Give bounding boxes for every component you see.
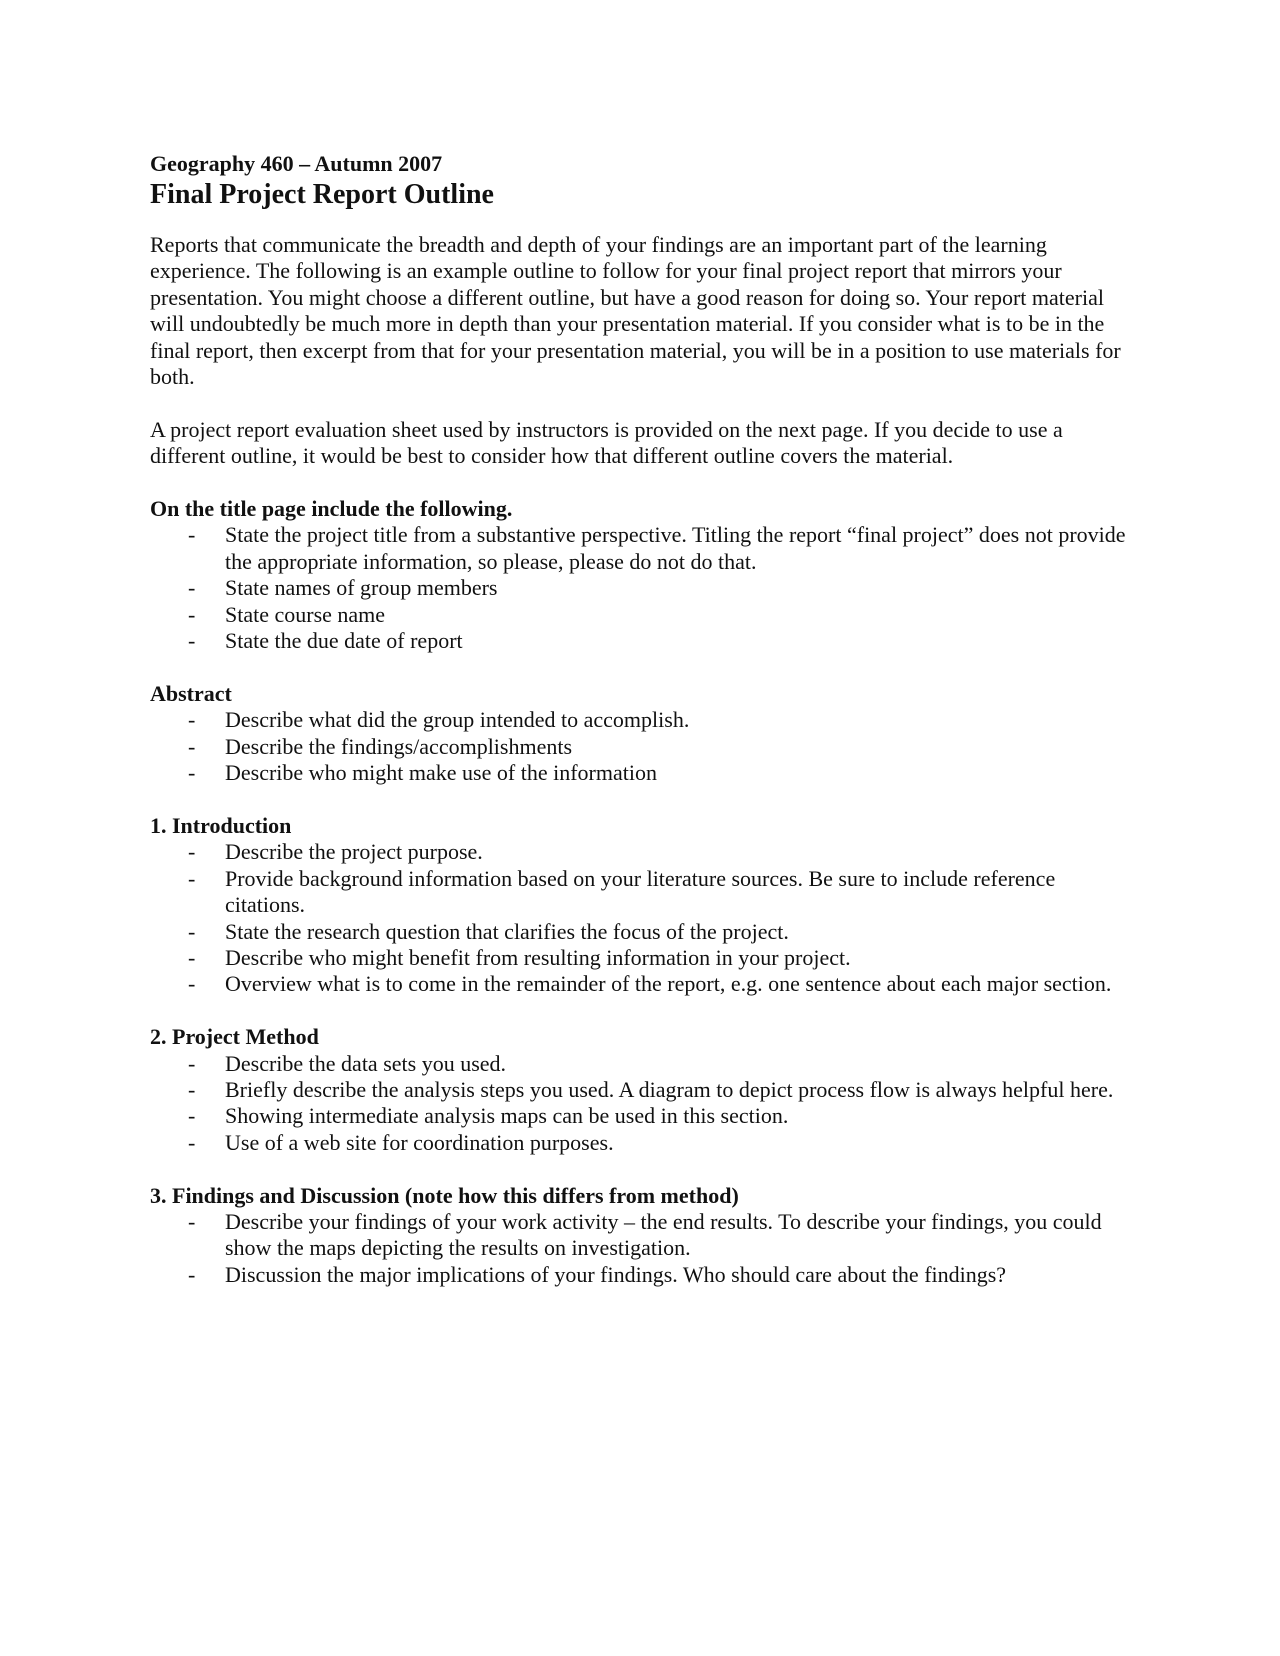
- list-item-text: Describe your findings of your work activity – the end results. To describe your findings, you could show the maps depicting the results on investigation.: [225, 1208, 1102, 1261]
- section-introduction: [150, 813, 1140, 998]
- list-item-text: State the due date of report: [225, 628, 463, 654]
- list-item: [150, 575, 1140, 601]
- dash-marker: -: [188, 918, 196, 944]
- section-title-page: [150, 496, 1140, 654]
- dash-marker: -: [188, 760, 196, 786]
- list-item: [150, 839, 1140, 865]
- list-item: [150, 707, 1140, 733]
- bullet-list: [150, 1051, 1140, 1157]
- section-abstract: [150, 681, 1140, 787]
- bullet-list: [150, 522, 1140, 654]
- evaluation-paragraph: A project report evaluation sheet used by instructors is provided on the next page. If you decide to use a different outline, it would be best to consider how that different outline covers the material.: [150, 416, 1063, 469]
- dash-marker: -: [188, 839, 196, 865]
- list-item: [150, 971, 1140, 997]
- list-item: [150, 919, 1140, 945]
- list-item: [150, 734, 1140, 760]
- list-item-text: Describe the data sets you used.: [225, 1050, 507, 1076]
- list-item: [150, 628, 1140, 654]
- list-item-text: Describe who might make use of the information: [225, 760, 657, 786]
- section-method: [150, 1024, 1140, 1156]
- section-heading: Abstract: [150, 680, 232, 706]
- list-item: [150, 522, 1140, 575]
- bullet-list: [150, 839, 1140, 997]
- dash-marker: -: [188, 944, 196, 970]
- dash-marker: -: [188, 1129, 196, 1155]
- list-item: [150, 866, 1140, 919]
- dash-marker: -: [188, 1261, 196, 1287]
- dash-marker: -: [188, 1208, 196, 1234]
- list-item: [150, 945, 1140, 971]
- list-item-text: Describe what did the group intended to accomplish.: [225, 707, 690, 733]
- list-item-text: State the project title from a substantive perspective. Titling the report “final project” does not provide the appropriate information, so please, please do not do that.: [225, 522, 1126, 574]
- dash-marker: -: [188, 601, 196, 627]
- dash-marker: -: [188, 865, 196, 891]
- section-findings: [150, 1183, 1140, 1289]
- list-item-text: Overview what is to come in the remainder of the report, e.g. one sentence about each major section.: [225, 971, 1112, 997]
- dash-marker: -: [188, 733, 196, 759]
- bullet-list: [150, 1209, 1140, 1288]
- list-item-text: Use of a web site for coordination purposes.: [225, 1129, 614, 1155]
- course-line: Geography 460 – Autumn 2007: [150, 151, 443, 176]
- intro-paragraph: Reports that communicate the breadth and depth of your findings are an important part of the learning experience. The following is an example outline to follow for your final project report that mirrors your presentation. You might choose a different outline, but have a good reason for doing so. Your report material will undoubtedly be much more in depth than your presentation material. If you consider what is to be in the final report, then excerpt from that for your presentation material, you will be in a position to use materials for both.: [150, 232, 1121, 390]
- dash-marker: -: [188, 1103, 196, 1129]
- list-item-text: Describe who might benefit from resulting information in your project.: [225, 944, 851, 970]
- section-heading: 1. Introduction: [150, 812, 292, 838]
- list-item-text: Showing intermediate analysis maps can be used in this section.: [225, 1103, 789, 1129]
- list-item-text: Provide background information based on your literature sources. Be sure to include reference citations.: [225, 865, 1056, 918]
- dash-marker: -: [188, 575, 196, 601]
- list-item-text: Describe the project purpose.: [225, 839, 483, 865]
- list-item: [150, 1209, 1140, 1262]
- dash-marker: -: [188, 522, 196, 548]
- list-item: [150, 1262, 1140, 1288]
- dash-marker: -: [188, 628, 196, 654]
- section-heading: On the title page include the following.: [150, 496, 513, 522]
- list-item-text: State the research question that clarifies the focus of the project.: [225, 918, 789, 944]
- document-page: [150, 150, 1140, 1315]
- dash-marker: -: [188, 1076, 196, 1102]
- list-item: [150, 602, 1140, 628]
- bullet-list: [150, 707, 1140, 786]
- list-item-text: State course name: [225, 601, 386, 627]
- section-heading: 3. Findings and Discussion (note how this differs from method): [150, 1182, 739, 1208]
- list-item: [150, 760, 1140, 786]
- list-item: [150, 1103, 1140, 1129]
- list-item-text: Discussion the major implications of your findings. Who should care about the findings?: [225, 1261, 1007, 1287]
- dash-marker: -: [188, 971, 196, 997]
- list-item-text: Describe the findings/accomplishments: [225, 733, 573, 759]
- page-title: Final Project Report Outline: [150, 179, 494, 210]
- list-item: [150, 1051, 1140, 1077]
- list-item-text: Briefly describe the analysis steps you used. A diagram to depict process flow is always helpful here.: [225, 1076, 1114, 1102]
- dash-marker: -: [188, 707, 196, 733]
- list-item-text: State names of group members: [225, 575, 498, 601]
- list-item: [150, 1130, 1140, 1156]
- section-heading: 2. Project Method: [150, 1024, 319, 1050]
- dash-marker: -: [188, 1050, 196, 1076]
- list-item: [150, 1077, 1140, 1103]
